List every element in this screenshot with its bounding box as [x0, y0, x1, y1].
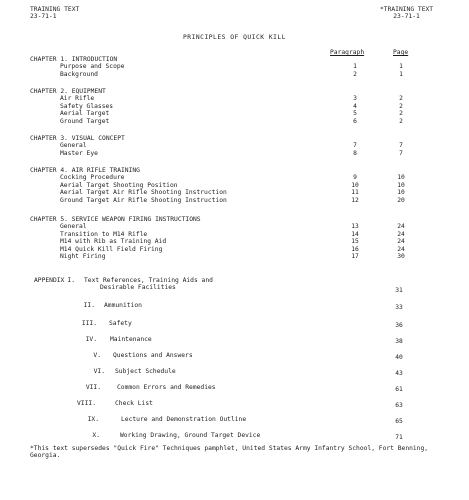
toc-entry — [0, 103, 469, 110]
toc-entry — [0, 118, 469, 125]
toc-entry-label: General — [60, 142, 87, 150]
toc-entry-page: 2 — [399, 102, 403, 110]
appendix-page: 71 — [395, 434, 403, 441]
appendix-number: X. — [92, 432, 100, 439]
toc-entry — [0, 63, 469, 70]
toc-entry-label: Master Eye — [60, 149, 98, 157]
toc-entry-label: Ground Target Air Rifle Shooting Instruction — [60, 196, 227, 204]
appendix-title-continued: Desirable Facilities — [100, 284, 176, 292]
toc-entry-paragraph: 10 — [351, 181, 359, 189]
chapter-heading — [0, 135, 469, 142]
toc-entry-paragraph: 17 — [351, 253, 359, 260]
toc-entry-page: 10 — [397, 174, 405, 182]
appendix-page: 33 — [395, 304, 403, 311]
toc-entry — [0, 150, 469, 157]
toc-entry-label: M14 Quick Kill Field Firing — [60, 245, 163, 253]
appendix-page: 38 — [395, 338, 403, 345]
header-left-line1: TRAINING TEXT — [30, 6, 80, 13]
toc-entry-label: Safety Glasses — [60, 102, 114, 110]
chapter-heading-text: CHAPTER 3. VISUAL CONCEPT — [30, 135, 125, 142]
toc-entry-label: Transition to M14 Rifle — [60, 230, 148, 238]
header-right-line1: *TRAINING TEXT — [380, 6, 434, 13]
toc-entry-page: 2 — [399, 95, 403, 103]
appendix-number: IV. — [85, 336, 97, 343]
toc-entry-page: 20 — [397, 196, 405, 204]
appendix-title: Common Errors and Remedies — [117, 384, 216, 391]
appendix-title: Maintenance — [110, 336, 152, 343]
appendix-number: IX. — [87, 416, 99, 423]
appendix-label: APPENDIX — [34, 277, 65, 284]
toc-entry-label: Cocking Procedure — [60, 174, 125, 182]
appendix-title: Working Drawing, Ground Target Device — [120, 432, 261, 439]
column-header-page: Page — [393, 49, 409, 56]
toc-entry — [0, 253, 469, 260]
toc-entry-paragraph: 5 — [353, 110, 357, 118]
appendix-number: III. — [81, 320, 97, 327]
header-left — [30, 6, 79, 21]
appendix-page: 31 — [395, 287, 403, 294]
appendix-number: VI. — [93, 368, 105, 375]
toc-entry — [0, 95, 469, 102]
column-header-paragraph: Paragraph — [330, 49, 365, 56]
toc-entry-paragraph: 6 — [353, 117, 357, 125]
toc-entry-page: 1 — [399, 70, 403, 78]
appendix-page: 65 — [395, 418, 403, 425]
chapter-heading-text: CHAPTER 2. EQUIPMENT — [30, 88, 106, 95]
toc-entry — [0, 182, 469, 189]
appendix-title: Questions and Answers — [113, 352, 193, 359]
toc-entry-paragraph: 12 — [351, 196, 359, 204]
toc-entry — [0, 142, 469, 149]
header-left-line2: 23-71-1 — [30, 13, 57, 21]
footnote: *This text supersedes "Quick Fire" Techniques pamphlet, United States Army Infantry School, Fort Benning, Georgia. — [30, 445, 429, 460]
chapter-heading-text: CHAPTER 1. INTRODUCTION — [30, 56, 118, 63]
appendix-page: 63 — [395, 402, 403, 409]
chapter-heading — [0, 88, 469, 95]
chapter-heading-text: CHAPTER 4. AIR RIFLE TRAINING — [30, 167, 140, 174]
toc-entry-page: 1 — [399, 63, 403, 71]
toc-entry-paragraph: 15 — [351, 238, 359, 246]
chapter-heading — [0, 56, 469, 63]
toc-entry — [0, 197, 469, 204]
toc-entry — [0, 189, 469, 196]
appendix-page: 40 — [395, 354, 403, 361]
toc-entry-label: Air Rifle — [60, 95, 95, 103]
toc-entry-paragraph: 9 — [353, 174, 357, 182]
toc-entry — [0, 246, 469, 253]
toc-entry — [0, 71, 469, 78]
toc-entry-label: Night Firing — [60, 253, 106, 260]
toc-entry-label: Purpose and Scope — [60, 63, 125, 71]
toc-entry-paragraph: 11 — [351, 189, 359, 197]
appendix-title: Subject Schedule — [115, 368, 176, 375]
toc-entry-label: Aerial Target Shooting Position — [60, 181, 178, 189]
toc-entry-page: 7 — [399, 142, 403, 150]
chapter-heading — [0, 167, 469, 174]
appendix-title: Ammunition — [104, 302, 142, 309]
appendix-number: V. — [93, 352, 101, 359]
toc-entry-paragraph: 8 — [353, 149, 357, 157]
chapter-heading-text: CHAPTER 5. SERVICE WEAPON FIRING INSTRUCTIONS — [30, 216, 201, 223]
toc-entry-paragraph: 7 — [353, 142, 357, 150]
appendix-number: II. — [83, 302, 95, 309]
toc-entry-label: Aerial Target Air Rifle Shooting Instruction — [60, 189, 227, 197]
toc-entry-page: 2 — [399, 110, 403, 118]
toc-entry-page: 10 — [397, 189, 405, 197]
toc-entry — [0, 223, 469, 230]
toc-entry-page: 30 — [397, 253, 405, 260]
toc-entry-page: 24 — [397, 245, 405, 253]
toc-entry — [0, 174, 469, 181]
header-right — [380, 6, 433, 21]
toc-entry-label: M14 with Rib as Training Aid — [60, 238, 167, 246]
toc-entry — [0, 238, 469, 245]
toc-entry-label: Background — [60, 70, 98, 78]
toc-entry-page: 24 — [397, 230, 405, 238]
toc-entry-paragraph: 2 — [353, 70, 357, 78]
appendix-title: Text References, Training Aids and — [84, 277, 213, 284]
toc-entry-label: Ground Target — [60, 117, 110, 125]
chapter-heading — [0, 216, 469, 223]
toc-entry-page: 2 — [399, 117, 403, 125]
appendix-title: Lecture and Demonstration Outline — [121, 416, 247, 423]
toc-entry — [0, 110, 469, 117]
toc-entry-page: 24 — [397, 238, 405, 246]
appendix-title: Check List — [115, 400, 153, 407]
appendix-title: Safety — [109, 320, 132, 327]
toc-entry-page: 7 — [399, 149, 403, 157]
toc-entry-label: Aerial Target — [60, 110, 110, 118]
toc-entry-page: 10 — [397, 181, 405, 189]
toc-entry-paragraph: 13 — [351, 223, 359, 231]
toc-entry-page: 24 — [397, 223, 405, 231]
toc-entry-label: General — [60, 223, 87, 231]
appendix-page: 43 — [395, 370, 403, 377]
page-title: PRINCIPLES OF QUICK KILL — [183, 34, 286, 41]
appendix-number: VII. — [85, 384, 101, 391]
appendix-number: I. — [67, 277, 75, 284]
toc-entry-paragraph: 1 — [353, 63, 357, 71]
toc-entry — [0, 231, 469, 238]
toc-entry-paragraph: 16 — [351, 245, 359, 253]
appendix-number: VIII. — [77, 400, 96, 407]
appendix-page: 36 — [395, 322, 403, 329]
toc-entry-paragraph: 3 — [353, 95, 357, 103]
toc-entry-paragraph: 4 — [353, 102, 357, 110]
header-right-line2: 23-71-1 — [393, 13, 420, 21]
toc-entry-paragraph: 14 — [351, 230, 359, 238]
appendix-page: 61 — [395, 386, 403, 393]
